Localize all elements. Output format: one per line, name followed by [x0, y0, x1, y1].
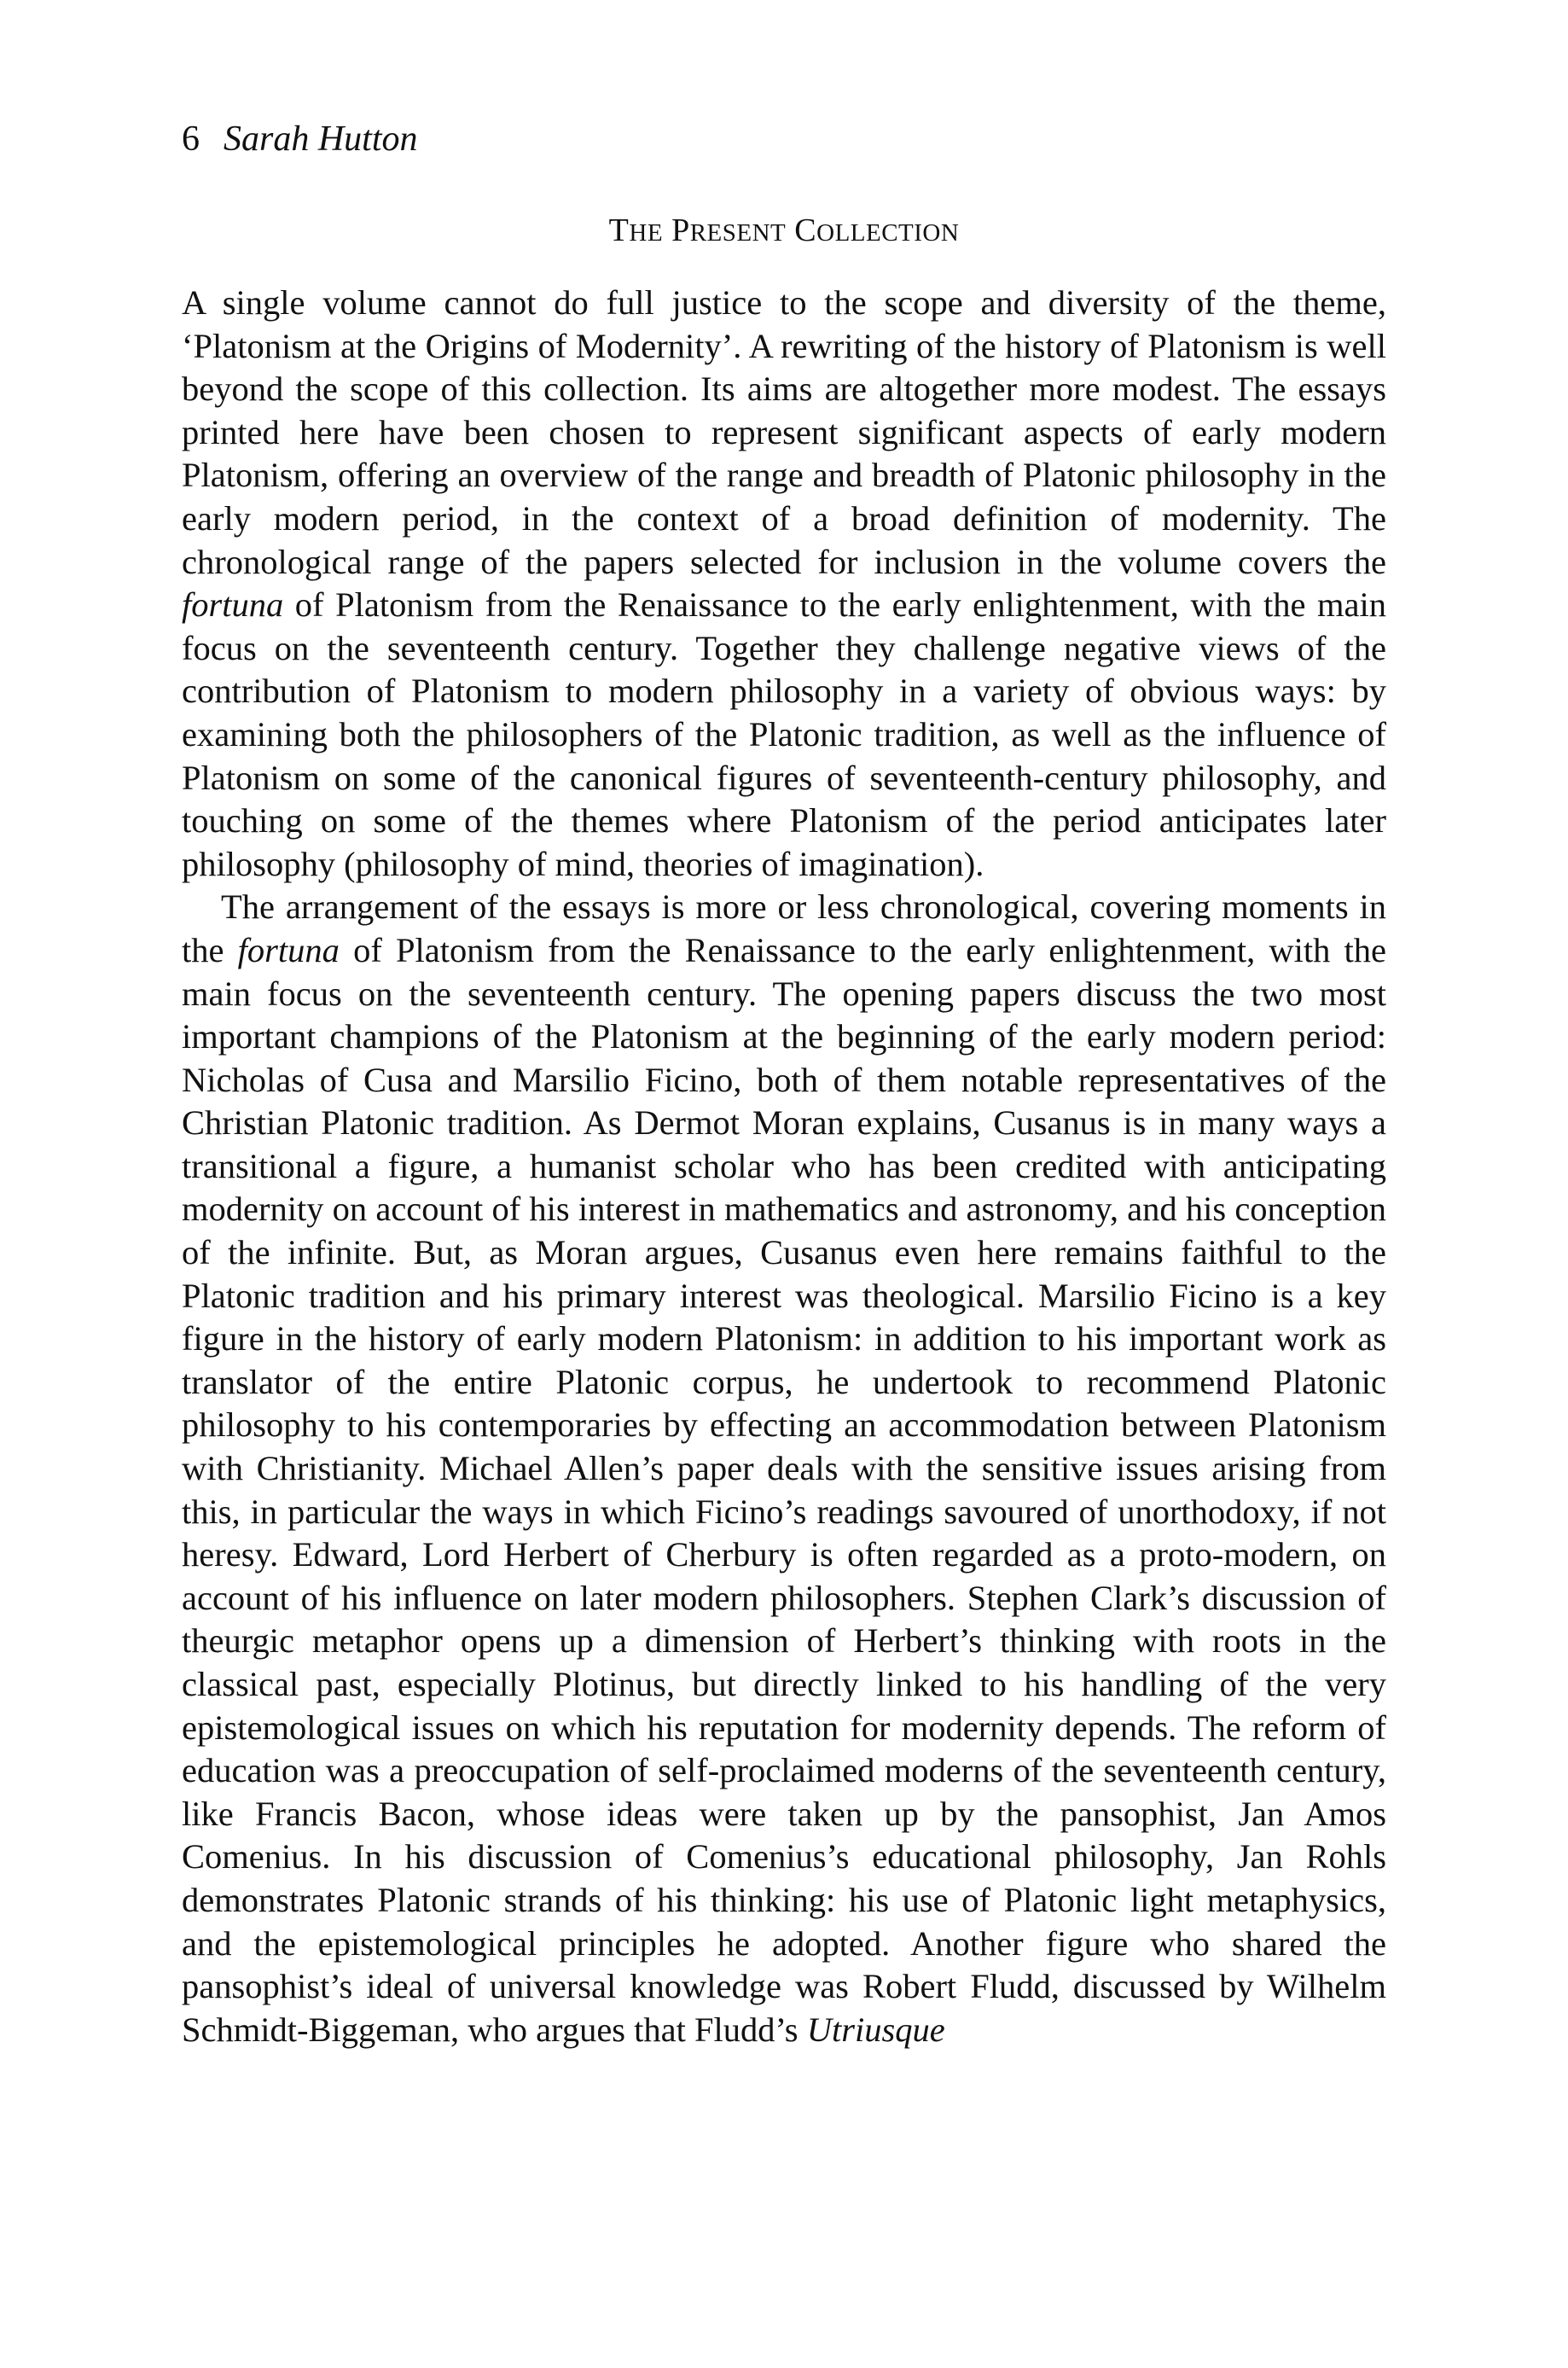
section-title-rest-2: RESENT	[689, 219, 787, 247]
paragraph-1-italic-fortuna: fortuna	[182, 585, 284, 625]
paragraph-2-italic-utriusque: Utriusque	[806, 2010, 945, 2049]
body-text	[182, 282, 1386, 2051]
paragraph-1-part-1: A single volume cannot do full justice to the scope and diversity of the theme, ‘Platonism at the Origins of Modernity’. A rewriting of the history of Platonism is well beyond the scope of this collection. Its aims are altogether more modest. The essays printed here have been chosen to represent significant aspects of early modern Platonism, offering an overview of the range and breadth of Platonic philosophy in the early modern period, in the context of a broad definition of modernity. The chronological range of the papers selected for inclusion in the volume covers the	[182, 283, 1386, 581]
section-title-cap-3: C	[794, 212, 817, 248]
section-title-rest-1: HE	[629, 219, 664, 247]
paragraph-2-italic-fortuna: fortuna	[237, 930, 340, 969]
paragraph-2-part-1: The arrangement of the essays is more or less chronological, covering moments in the	[182, 887, 1386, 969]
paragraph-2	[182, 886, 1386, 2051]
section-title-cap-1: T	[608, 212, 630, 248]
section-title-rest-3: OLLECTION	[816, 219, 960, 247]
paragraph-1-part-2: of Platonism from the Renaissance to the early enlightenment, with the main focus on the seventeenth century. Together they challenge negative views of the contribution of Platonism to modern philosophy in a variety of obvious ways: by examining both the philosophers of the Platonic tradition, as well as the influence of Platonism on some of the canonical figures of seventeenth-century philosophy, and touching on some of the themes where Platonism of the period anticipates later philosophy (philosophy of mind, theories of imagination).	[182, 585, 1386, 883]
running-head-author: Sarah Hutton	[224, 119, 418, 159]
running-head	[182, 118, 418, 160]
page-number: 6	[182, 119, 200, 159]
section-title-cap-2: P	[671, 212, 690, 248]
paragraph-2-part-2: of Platonism from the Renaissance to the early enlightenment, with the main focus on the seventeenth century. The opening papers discuss the two most important champions of the Platonism at the beginning of the early modern period: Nicholas of Cusa and Marsilio Ficino, both of them notable representatives of the Christian Platonic tradition. As Dermot Moran explains, Cusanus is in many ways a transitional a figure, a humanist scholar who has been credited with anticipating modernity on account of his interest in mathematics and astronomy, and his conception of the infinite. But, as Moran argues, Cusanus even here remains faithful to the Platonic tradition and his primary interest was theological. Marsilio Ficino is a key figure in the history of early modern Platonism: in addition to his important work as translator of the entire Platonic corpus, he undertook to recommend Platonic philosophy to his contemporaries by effecting an accommodation between Platonism with Christianity. Michael Allen’s paper deals with the sensitive issues arising from this, in particular the ways in which Ficino’s readings savoured of unorthodoxy, if not heresy. Edward, Lord Herbert of Cherbury is often regarded as a proto-modern, on account of his influence on later modern philosophers. Stephen Clark’s discussion of theurgic metaphor opens up a dimension of Herbert’s thinking with roots in the classical past, especially Plotinus, but directly linked to his handling of the very epistemological issues on which his reputation for modernity depends. The reform of education was a preoccupation of self-proclaimed moderns of the seventeenth century, like Francis Bacon, whose ideas were taken up by the pansophist, Jan Amos Comenius. In his discussion of Comenius’s educational philosophy, Jan Rohls demonstrates Platonic strands of his thinking: his use of Platonic light metaphysics, and the epistemological principles he adopted. Another figure who shared the pansophist’s ideal of universal knowledge was Robert Fludd, discussed by Wilhelm Schmidt-Biggeman, who argues that Fludd’s	[182, 930, 1386, 2049]
section-title	[0, 212, 1568, 249]
paragraph-1	[182, 282, 1386, 886]
